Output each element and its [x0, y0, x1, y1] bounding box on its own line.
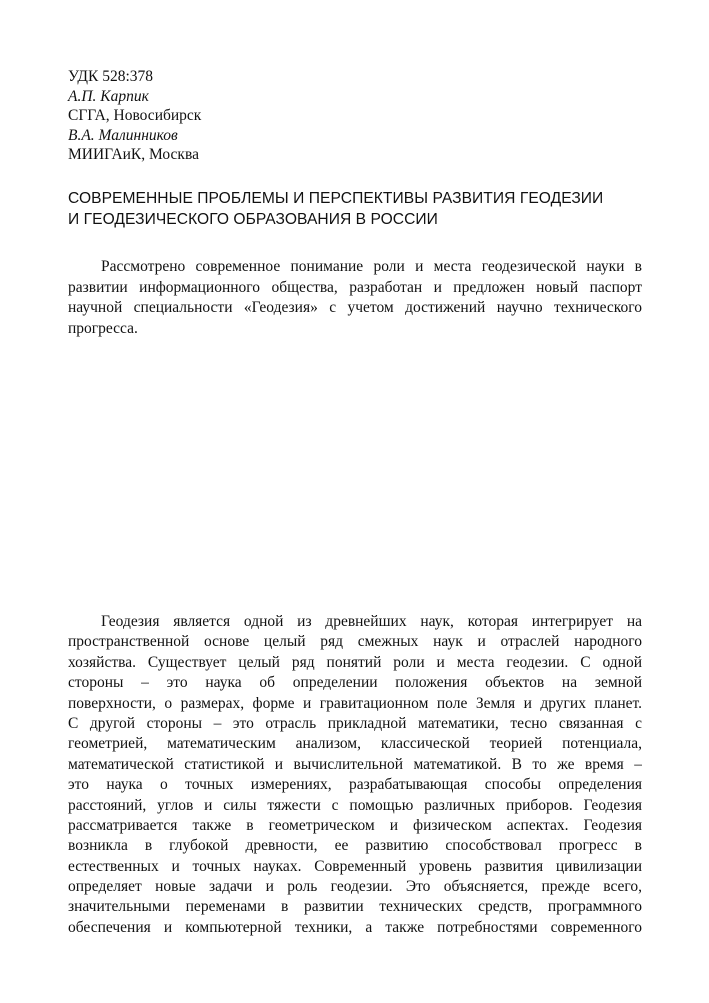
- abstract: [68, 257, 642, 339]
- author-name: В.А. Малинников: [68, 126, 178, 144]
- author-affiliation: СГГА, Новосибирск: [68, 107, 202, 124]
- article-header: [68, 67, 201, 165]
- body-line: обеспечения и компьютерной техники, а также потребностями современного: [68, 918, 642, 936]
- body-line: поверхности, о размерах, форме и гравитационном поле Земля и других планет.: [68, 694, 642, 712]
- body-line: рассматривается также в геометрическом и физическом аспектах. Геодезия: [68, 816, 642, 834]
- body-line: возникла в глубокой древности, ее развитию способствовал прогресс в: [68, 837, 642, 855]
- abstract-line: Рассмотрено современное понимание роли и места геодезической науки в: [101, 258, 642, 275]
- body-line: пространственной основе целый ряд смежных наук и отраслей народного: [68, 633, 642, 651]
- abstract-line: развитии информационного общества, разработан и предложен новый паспорт: [68, 278, 642, 296]
- body-line: хозяйства. Существует целый ряд понятий роли и места геодезии. С одной: [68, 653, 642, 671]
- body-line: Геодезия является одной из древнейших наук, которая интегрирует на: [101, 613, 642, 630]
- body-line: естественных и точных науках. Современный уровень развития цивилизации: [68, 857, 642, 875]
- body-paragraph: [68, 612, 642, 938]
- author-affiliation: МИИГАиК, Москва: [68, 146, 199, 163]
- body-line: стороны – это наука об определении положения объектов на земной: [68, 674, 642, 692]
- udc-code: УДК 528:378: [68, 68, 154, 85]
- title-line: И ГЕОДЕЗИЧЕСКОГО ОБРАЗОВАНИЯ В РОССИИ: [68, 211, 438, 228]
- body-line: значительными переменами в развитии технических средств, программного: [68, 898, 642, 916]
- author-name: А.П. Карпик: [68, 87, 149, 105]
- article-title: [68, 188, 648, 230]
- body-line: расстояний, углов и силы тяжести с помощью различных приборов. Геодезия: [68, 796, 642, 814]
- abstract-line: научной специальности «Геодезия» с учетом достижений научно технического: [68, 299, 642, 316]
- body-line: определяет новые задачи и роль геодезии. Это объясняется, прежде всего,: [68, 878, 642, 896]
- body-line: это наука о точных измерениях, разрабатывающая способы определения: [68, 776, 642, 794]
- abstract-line: прогресса.: [68, 319, 138, 337]
- title-line: СОВРЕМЕННЫЕ ПРОБЛЕМЫ И ПЕРСПЕКТИВЫ РАЗВИТИЯ ГЕОДЕЗИИ: [68, 190, 604, 207]
- body-line: геометрией, математическим анализом, классической теорией потенциала,: [68, 735, 642, 753]
- body-line: математической статистикой и вычислительной математикой. В то же время –: [68, 755, 642, 773]
- body-line: С другой стороны – это отрасль прикладной математики, тесно связанная с: [68, 714, 642, 732]
